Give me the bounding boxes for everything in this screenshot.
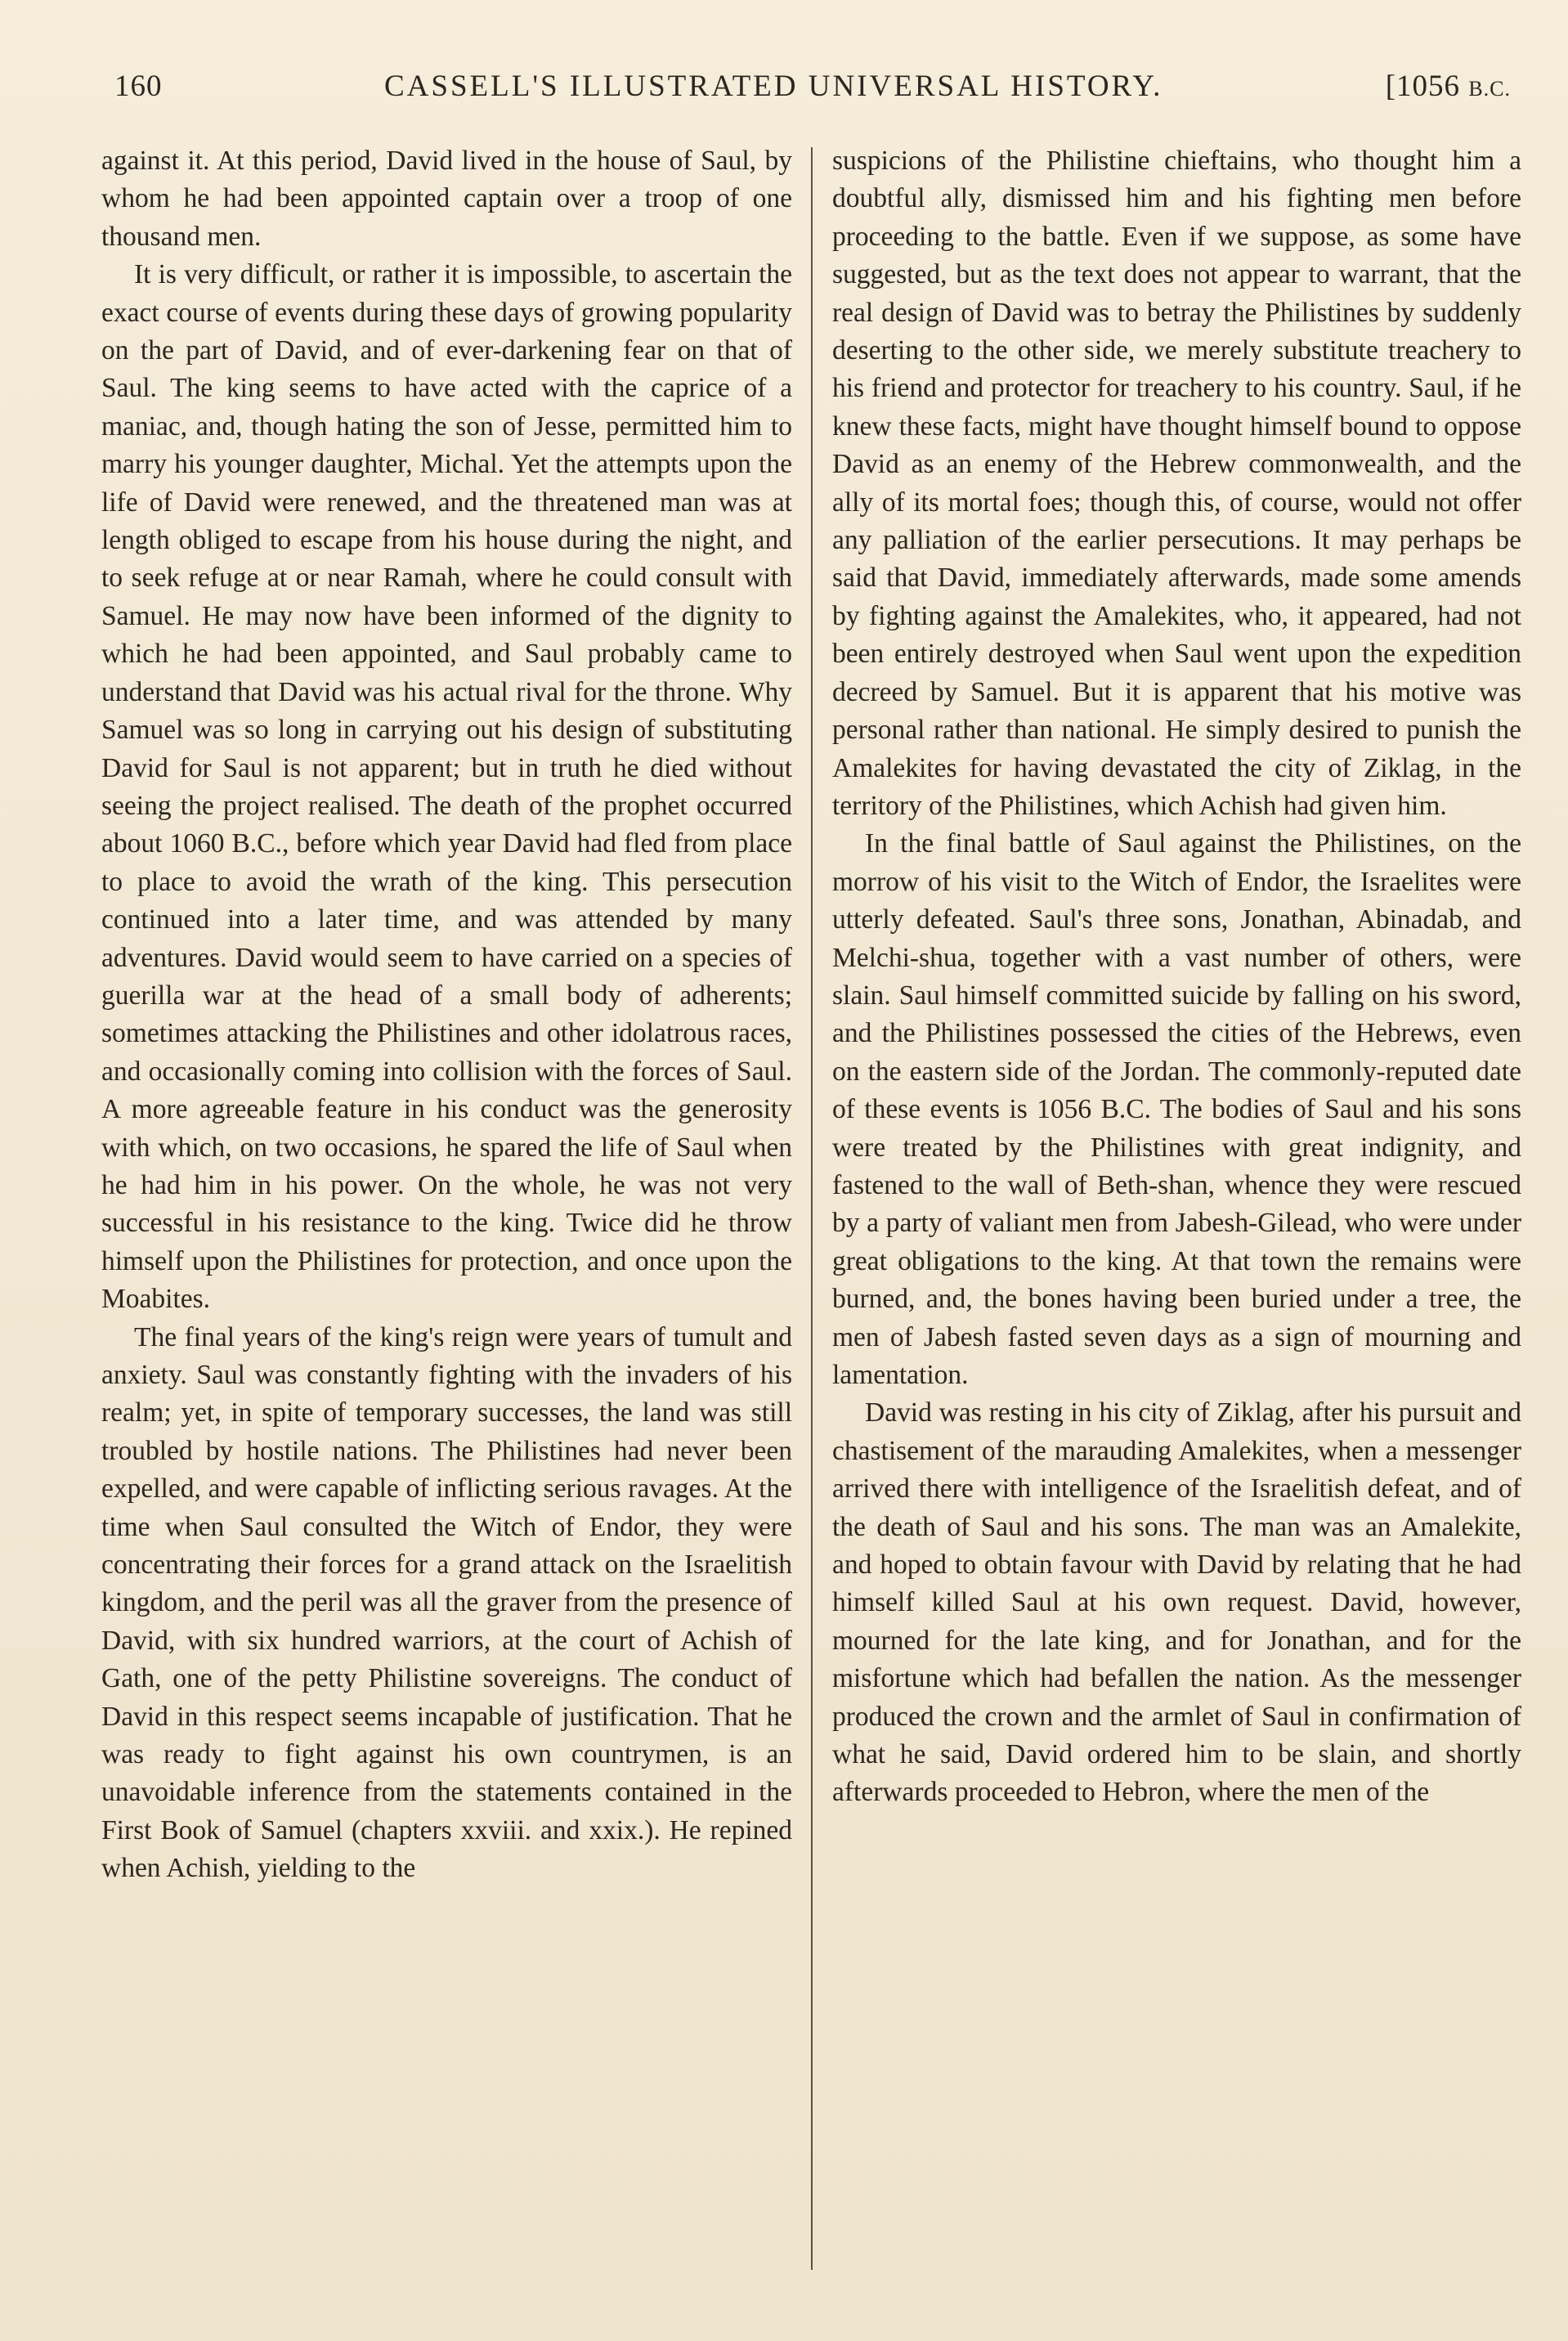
date-year: [1056	[1385, 70, 1461, 103]
paragraph: In the final battle of Saul against the Philistines, on the morrow of his visit to the Witch of Endor, the Israelites were utterly defeated. Saul's three sons, Jonathan, Abinadab, and Melchi-shua, together with a vast number of others, were slain. Saul himself committed suicide by falling on his sword, and the Philistines possessed the cities of the Hebrews, even on the eastern side of the Jordan. The commonly-reputed date of these events is 1056 B.C. The bodies of Saul and his sons were treated by the Philistines with great indignity, and fastened to the wall of Beth-shan, whence they were rescued by a party of valiant men from Jabesh-Gilead, who were under great obligations to the king. At that town the remains were burned, and, the bones having been buried under a tree, the men of Jabesh fasted seven days as a sign of mourning and lamentation.	[832, 828, 1521, 1390]
right-column	[832, 142, 1521, 2268]
running-head	[114, 69, 1511, 111]
book-title: CASSELL'S ILLUSTRATED UNIVERSAL HISTORY.	[384, 70, 1163, 103]
paragraph: David was resting in his city of Ziklag, after his pursuit and chastisement of the marauding Amalekites, when a messenger arrived there with intelligence of the Israelitish defeat, and of the death of Saul and his sons. The man was an Amalekite, and hoped to obtain favour with David by relating that he had himself killed Saul at his own request. David, however, mourned for the late king, and for Jonathan, and for the misfortune which had befallen the nation. As the messenger produced the crown and the armlet of Saul in confirmation of what he said, David ordered him to be slain, and shortly afterwards proceeded to Hebron, where the men of the	[832, 1397, 1521, 1808]
column-divider	[811, 147, 813, 2270]
paragraph: suspicions of the Philistine chieftains, who thought him a doubtful ally, dismissed him and his fighting men before proceeding to the battle. Even if we suppose, as some have suggested, but as the text does not appear to warrant, that the real design of David was to betray the Philistines by suddenly deserting to the other side, we merely substitute treachery to his friend and protector for treachery to his country. Saul, if he knew these facts, might have thought himself bound to oppose David as an enemy of the Hebrew commonwealth, and the ally of its mortal foes; though this, of course, would not offer any palliation of the earlier persecutions. It may perhaps be said that David, immediately afterwards, made some amends by fighting against the Amalekites, who, it appeared, had not been entirely destroyed when Saul went upon the expedition decreed by Samuel. But it is apparent that his motive was personal rather than national. He simply desired to punish the Amalekites for having devastated the city of Ziklag, in the territory of the Philistines, which Achish had given him.	[832, 146, 1521, 821]
left-column	[101, 142, 792, 2268]
paragraph: The final years of the king's reign were years of tumult and anxiety. Saul was constantly fighting with the invaders of his realm; yet, in spite of temporary successes, the land was still troubled by hostile nations. The Philistines had never been expelled, and were capable of inflicting serious ravages. At the time when Saul consulted the Witch of Endor, they were concentrating their forces for a grand attack on the Israelitish kingdom, and the peril was all the graver from the presence of David, with six hundred warriors, at the court of Achish of Gath, one of the petty Philistine sovereigns. The conduct of David in this respect seems incapable of justification. That he was ready to fight against his own countrymen, is an unavoidable inference from the statements contained in the First Book of Samuel (chapters xxviii. and xxix.). He repined when Achish, yielding to the	[101, 1321, 792, 1884]
page-number: 160	[114, 70, 163, 103]
paragraph: against it. At this period, David lived in the house of Saul, by whom he had been appointed captain over a troop of one thousand men.	[101, 146, 792, 252]
paragraph: It is very difficult, or rather it is impossible, to ascertain the exact course of events during these days of growing popularity on the part of David, and of ever-darkening fear on that of Saul. The king seems to have acted with the caprice of a maniac, and, though hating the son of Jesse, permitted him to marry his younger daughter, Michal. Yet the attempts upon the life of David were renewed, and the threatened man was at length obliged to escape from his house during the night, and to seek refuge at or near Ramah, where he could consult with Samuel. He may now have been informed of the dignity to which he had been appointed, and Saul probably came to understand that David was his actual rival for the throne. Why Samuel was so long in carrying out his design of substituting David for Saul is not apparent; but in truth he died without seeing the project realised. The death of the prophet occurred about 1060 B.C., before which year David had fled from place to place to avoid the wrath of the king. This persecution continued into a later time, and was attended by many adventures. David would seem to have carried on a species of guerilla war at the head of a small body of adherents; sometimes attacking the Philistines and other idolatrous races, and occasionally coming into collision with the forces of Saul. A more agreeable feature in his conduct was the generosity with which, on two occasions, he spared the life of Saul when he had him in his power. On the whole, he was not very successful in his resistance to the king. Twice did he throw himself upon the Philistines for protection, and once upon the Moabites.	[101, 259, 792, 1315]
date-era: B.C.	[1468, 77, 1511, 101]
date-heading	[1386, 69, 1511, 104]
